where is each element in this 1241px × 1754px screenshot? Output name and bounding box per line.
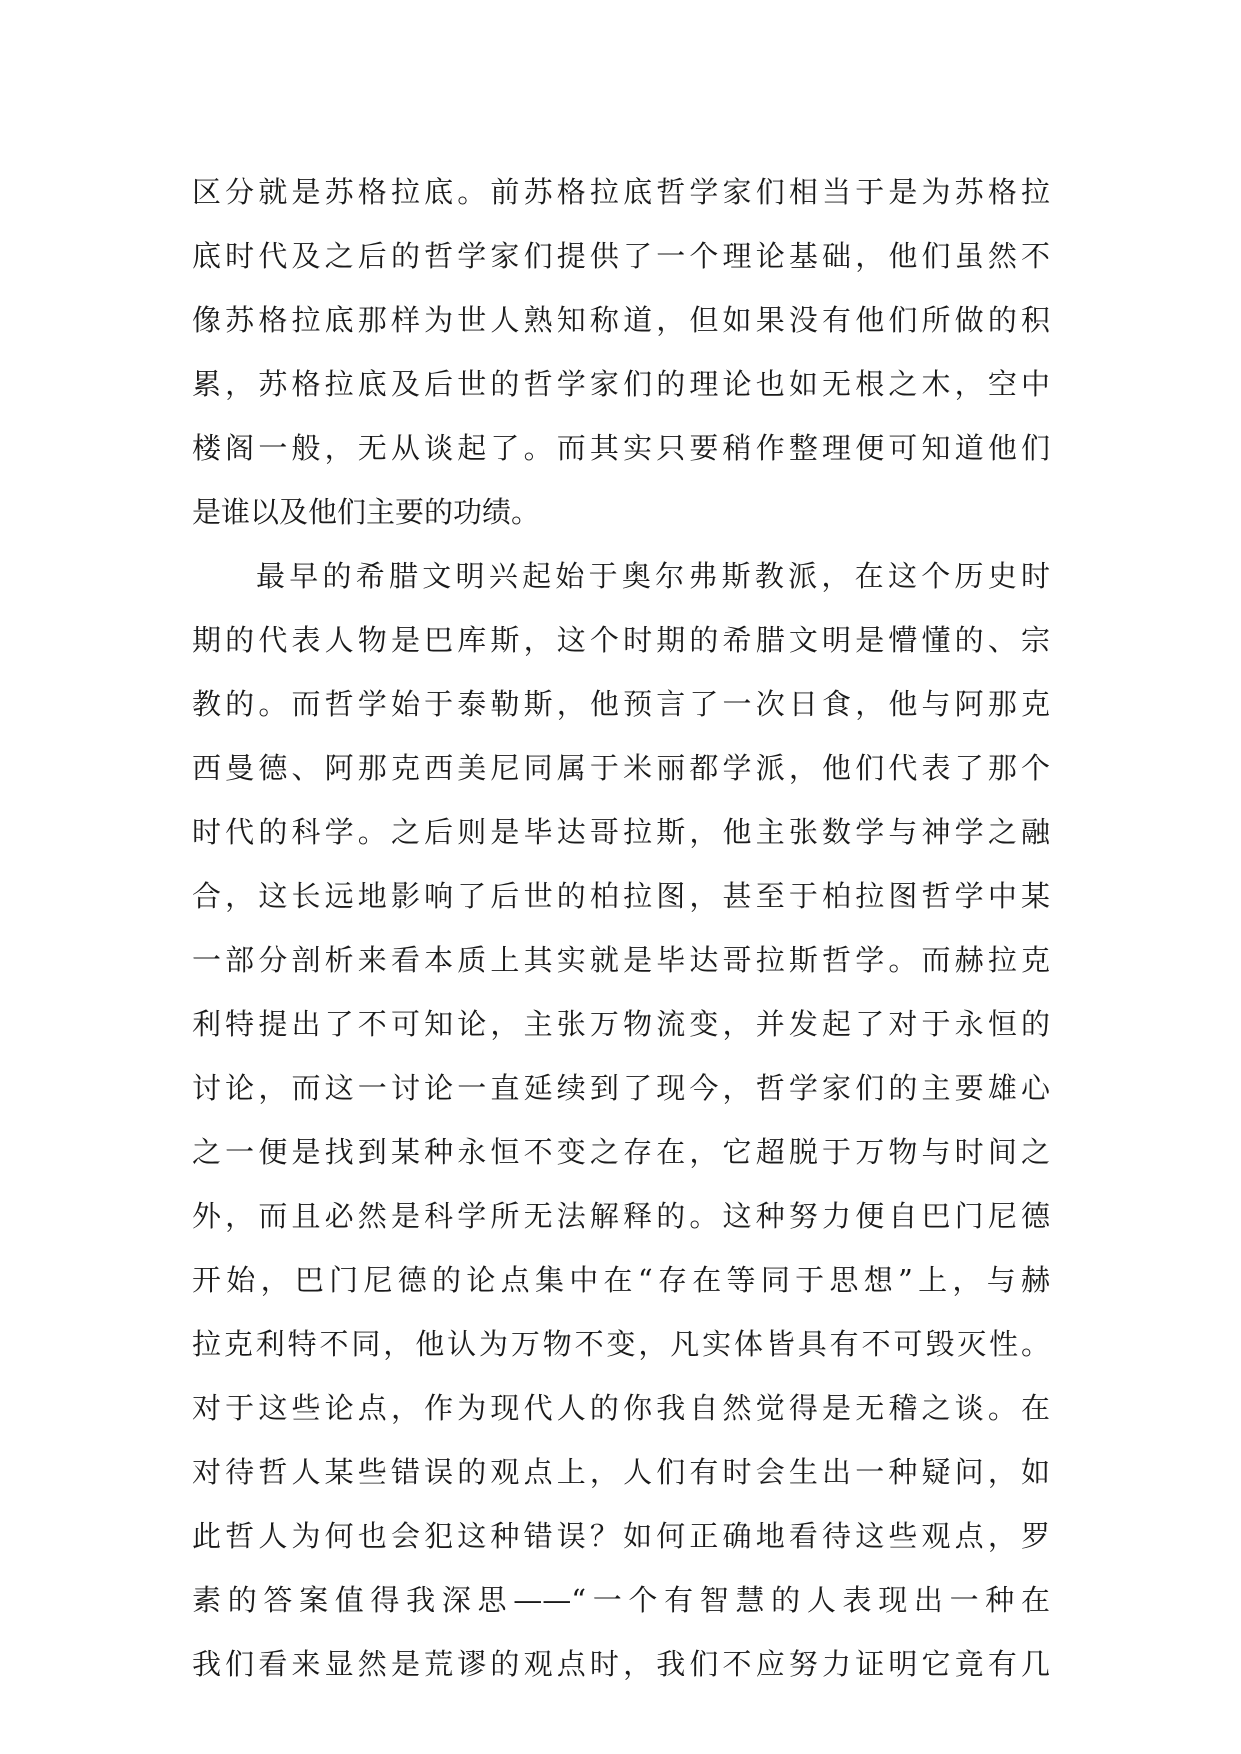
- text-line: 此哲人为何也会犯这种错误？如何正确地看待这些观点，罗: [192, 1519, 1050, 1553]
- text-line: 累，苏格拉底及后世的哲学家们的理论也如无根之木，空中: [192, 367, 1050, 401]
- text-line: 一部分剖析来看本质上其实就是毕达哥拉斯哲学。而赫拉克: [192, 943, 1050, 977]
- text-line: 像苏格拉底那样为世人熟知称道，但如果没有他们所做的积: [192, 303, 1050, 337]
- paragraph-2: [192, 544, 1050, 1696]
- text-line: 是谁以及他们主要的功绩。: [192, 495, 541, 529]
- text-line: 底时代及之后的哲学家们提供了一个理论基础，他们虽然不: [192, 239, 1050, 273]
- text-line: 教的。而哲学始于泰勒斯，他预言了一次日食，他与阿那克: [192, 687, 1050, 721]
- text-line: 区分就是苏格拉底。前苏格拉底哲学家们相当于是为苏格拉: [192, 175, 1050, 209]
- text-line: 开始，巴门尼德的论点集中在“存在等同于思想”上，与赫: [192, 1263, 1050, 1297]
- text-line: 素的答案值得我深思——“一个有智慧的人表现出一种在: [192, 1583, 1050, 1617]
- text-line: 西曼德、阿那克西美尼同属于米丽都学派，他们代表了那个: [192, 751, 1050, 785]
- text-line: 讨论，而这一讨论一直延续到了现今，哲学家们的主要雄心: [192, 1071, 1050, 1105]
- text-line: 时代的科学。之后则是毕达哥拉斯，他主张数学与神学之融: [192, 815, 1050, 849]
- text-line: 之一便是找到某种永恒不变之存在，它超脱于万物与时间之: [192, 1135, 1050, 1169]
- text-line: 合，这长远地影响了后世的柏拉图，甚至于柏拉图哲学中某: [192, 879, 1050, 913]
- body-text: [192, 160, 1050, 1696]
- text-line: 利特提出了不可知论，主张万物流变，并发起了对于永恒的: [192, 1007, 1050, 1041]
- text-line: 最早的希腊文明兴起始于奥尔弗斯教派，在这个历史时: [256, 559, 1050, 593]
- text-line: 楼阁一般，无从谈起了。而其实只要稍作整理便可知道他们: [192, 431, 1050, 465]
- text-line: 拉克利特不同，他认为万物不变，凡实体皆具有不可毁灭性。: [192, 1327, 1050, 1361]
- text-line: 对于这些论点，作为现代人的你我自然觉得是无稽之谈。在: [192, 1391, 1050, 1425]
- text-line: 期的代表人物是巴库斯，这个时期的希腊文明是懵懂的、宗: [192, 623, 1050, 657]
- text-line: 外，而且必然是科学所无法解释的。这种努力便自巴门尼德: [192, 1199, 1050, 1233]
- text-line: 对待哲人某些错误的观点上，人们有时会生出一种疑问，如: [192, 1455, 1050, 1489]
- text-line: 我们看来显然是荒谬的观点时，我们不应努力证明它竟有几: [192, 1647, 1050, 1681]
- paragraph-1: [192, 160, 1050, 544]
